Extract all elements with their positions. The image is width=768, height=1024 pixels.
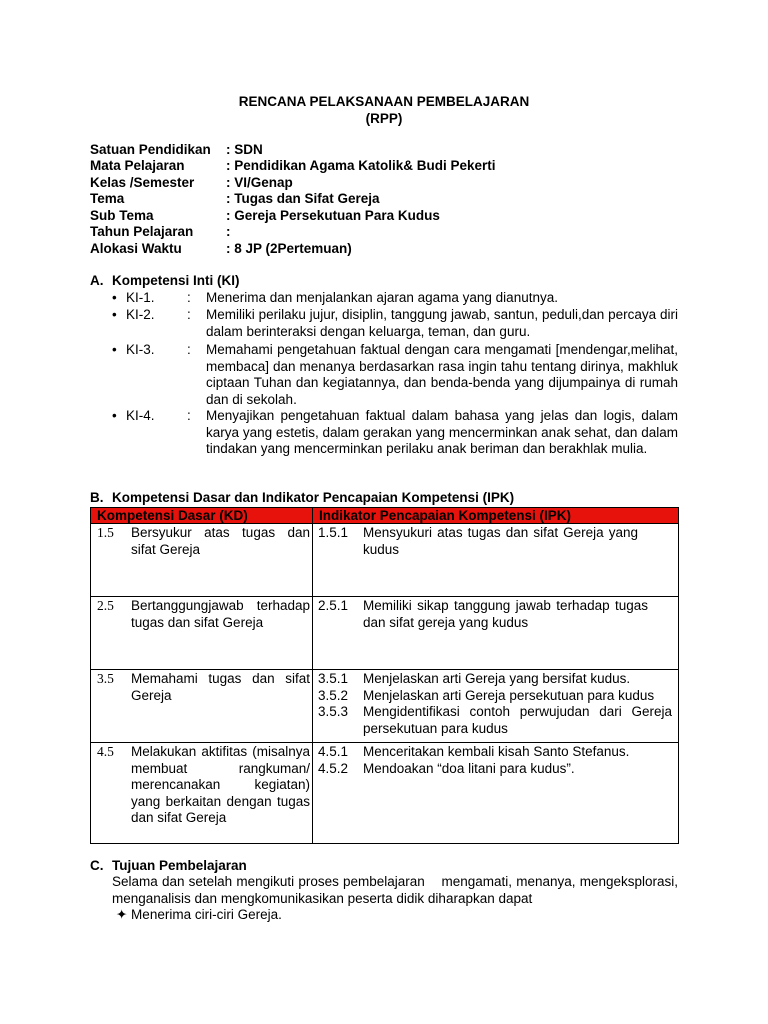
ipk-text: Mengidentifikasi contoh perwujudan dari Gereja persekutuan para kudus: [363, 704, 672, 736]
identity-value: : Pendidikan Agama Katolik& Budi Pekerti: [226, 158, 496, 173]
ipk-number: 2.5.1: [318, 598, 349, 613]
identity-row-subtema: [90, 208, 610, 224]
section-title: Kompetensi Dasar dan Indikator Pencapaian Kompetensi (IPK): [112, 490, 515, 505]
kd-text: Memahami tugas dan sifat Gereja: [131, 671, 310, 703]
ipk-text: Memiliki sikap tanggung jawab terhadap tugas dan sifat gereja yang kudus: [363, 598, 648, 630]
ipk-item: [313, 671, 678, 688]
table-row: [91, 524, 679, 597]
identity-value: :: [226, 224, 231, 239]
ipk-cell: [313, 743, 679, 844]
ipk-item: [313, 761, 678, 778]
table-header-kd: Kompetensi Dasar (KD): [91, 508, 313, 524]
identity-row-tahun: [90, 224, 610, 240]
identity-row-alokasi: [90, 241, 610, 257]
ipk-number: 4.5.2: [318, 760, 349, 776]
ki-colon: :: [187, 307, 191, 322]
kd-number: 4.5: [97, 744, 114, 759]
ipk-item: [313, 598, 678, 632]
section-title: Tujuan Pembelajaran: [112, 858, 247, 873]
ipk-cell: [313, 597, 679, 670]
kd-text: Melakukan aktifitas (misalnya membuat rangkuman/ merencanakan kegiatan) yang berkaitan dengan tugas dan sifat Gereja: [131, 744, 310, 826]
identity-value: : Gereja Persekutuan Para Kudus: [226, 208, 440, 223]
identity-label: Mata Pelajaran: [90, 158, 185, 173]
kd-cell: [91, 524, 313, 597]
kd-cell: [91, 597, 313, 670]
ipk-text: Mendoakan “doa litani para kudus”.: [363, 760, 575, 776]
ipk-text: Menceritakan kembali kisah Santo Stefanus.: [363, 744, 630, 759]
identity-row-tema: [90, 191, 610, 207]
identity-label: Tahun Pelajaran: [90, 224, 194, 239]
bullet-icon: •: [112, 290, 117, 305]
table-header-ipk: Indikator Pencapaian Kompetensi (IPK): [313, 508, 679, 524]
ipk-item: [313, 744, 678, 761]
bullet-icon: •: [112, 307, 117, 322]
ipk-number: 1.5.1: [318, 525, 349, 540]
bullet-icon: •: [112, 408, 117, 423]
identity-row-mapel: [90, 158, 610, 174]
ki-text: Memiliki perilaku jujur, disiplin, tanggung jawab, santun, peduli,dan percaya diri dalam berinteraksi dengan keluarga, teman, dan guru.: [206, 307, 678, 339]
ipk-number: 3.5.1: [318, 671, 349, 686]
objective-list-item: ✦ Menerima ciri-ciri Gereja.: [116, 907, 282, 922]
ki-code: KI-2.: [126, 307, 155, 322]
bullet-icon: •: [112, 342, 117, 357]
ipk-item: [313, 704, 678, 738]
ipk-cell: [313, 524, 679, 597]
ki-colon: :: [187, 342, 191, 357]
kd-cell: [91, 743, 313, 844]
ki-code: KI-4.: [126, 408, 155, 423]
ki-text: Menyajikan pengetahuan faktual dalam bahasa yang jelas dan logis, dalam karya yang estetis, dalam gerakan yang mencerminkan anak sehat, dan dalam tindakan yang mencerminkan perilaku anak beriman dan berakhlak mulia.: [206, 408, 678, 457]
identity-row-satuan: [90, 142, 610, 158]
ipk-number: 3.5.2: [318, 687, 349, 703]
identity-label: Alokasi Waktu: [90, 241, 182, 256]
ipk-cell: [313, 670, 679, 743]
section-title: Kompetensi Inti (KI): [112, 273, 240, 288]
table-row: [91, 597, 679, 670]
identity-value: : Tugas dan Sifat Gereja: [226, 191, 380, 206]
identity-row-kelas: [90, 175, 610, 191]
identity-value: : VI/Genap: [226, 175, 293, 190]
section-letter: C.: [90, 858, 104, 873]
table-row: [91, 670, 679, 743]
identity-value: : SDN: [226, 142, 263, 157]
kd-cell: [91, 670, 313, 743]
ki-text: Menerima dan menjalankan ajaran agama yang dianutnya.: [206, 290, 558, 305]
kd-text: Bersyukur atas tugas dan sifat Gereja: [131, 525, 310, 557]
ipk-text: Menjelaskan arti Gereja persekutuan para kudus: [363, 687, 655, 703]
ki-code: KI-1.: [126, 290, 155, 305]
objective-paragraph: Selama dan setelah mengikuti proses pembelajaran mengamati, menanya, mengeksplorasi, menganalisis dan mengkomunikasikan peserta didik diharapkan dapat: [112, 874, 682, 906]
identity-value: : 8 JP (2Pertemuan): [226, 241, 352, 256]
kd-number: 3.5: [97, 671, 114, 686]
table-header-row: [91, 508, 679, 524]
ipk-item: [313, 688, 678, 705]
kd-number: 1.5: [97, 525, 114, 540]
page-subtitle: (RPP): [365, 111, 403, 126]
identity-label: Sub Tema: [90, 208, 154, 223]
ki-code: KI-3.: [126, 342, 155, 357]
ipk-text: Mensyukuri atas tugas dan sifat Gereja yang kudus: [363, 525, 638, 557]
ki-colon: :: [187, 408, 191, 423]
kd-text: Bertanggungjawab terhadap tugas dan sifat Gereja: [131, 598, 310, 630]
ipk-number: 4.5.1: [318, 744, 349, 759]
ki-colon: :: [187, 290, 191, 305]
identity-label: Tema: [90, 191, 125, 206]
ki-text: Memahami pengetahuan faktual dengan cara mengamati [mendengar,melihat, membaca] dan menanya berdasarkan rasa ingin tahu tentang dirinya, makhluk ciptaan Tuhan dan kegiatannya, dan benda-benda yang dijumpainya di rumah dan di sekolah.: [206, 342, 678, 407]
identity-label: Satuan Pendidikan: [90, 142, 211, 157]
page-title: RENCANA PELAKSANAAN PEMBELAJARAN: [238, 94, 530, 109]
ipk-item: [313, 525, 678, 559]
section-letter: A.: [90, 273, 104, 288]
ipk-text: Menjelaskan arti Gereja yang bersifat kudus.: [363, 671, 631, 686]
section-letter: B.: [90, 490, 104, 505]
identity-label: Kelas /Semester: [90, 175, 195, 190]
kd-number: 2.5: [97, 598, 114, 613]
ipk-number: 3.5.3: [318, 704, 349, 720]
kd-ipk-table: [90, 507, 679, 844]
table-row: [91, 743, 679, 844]
